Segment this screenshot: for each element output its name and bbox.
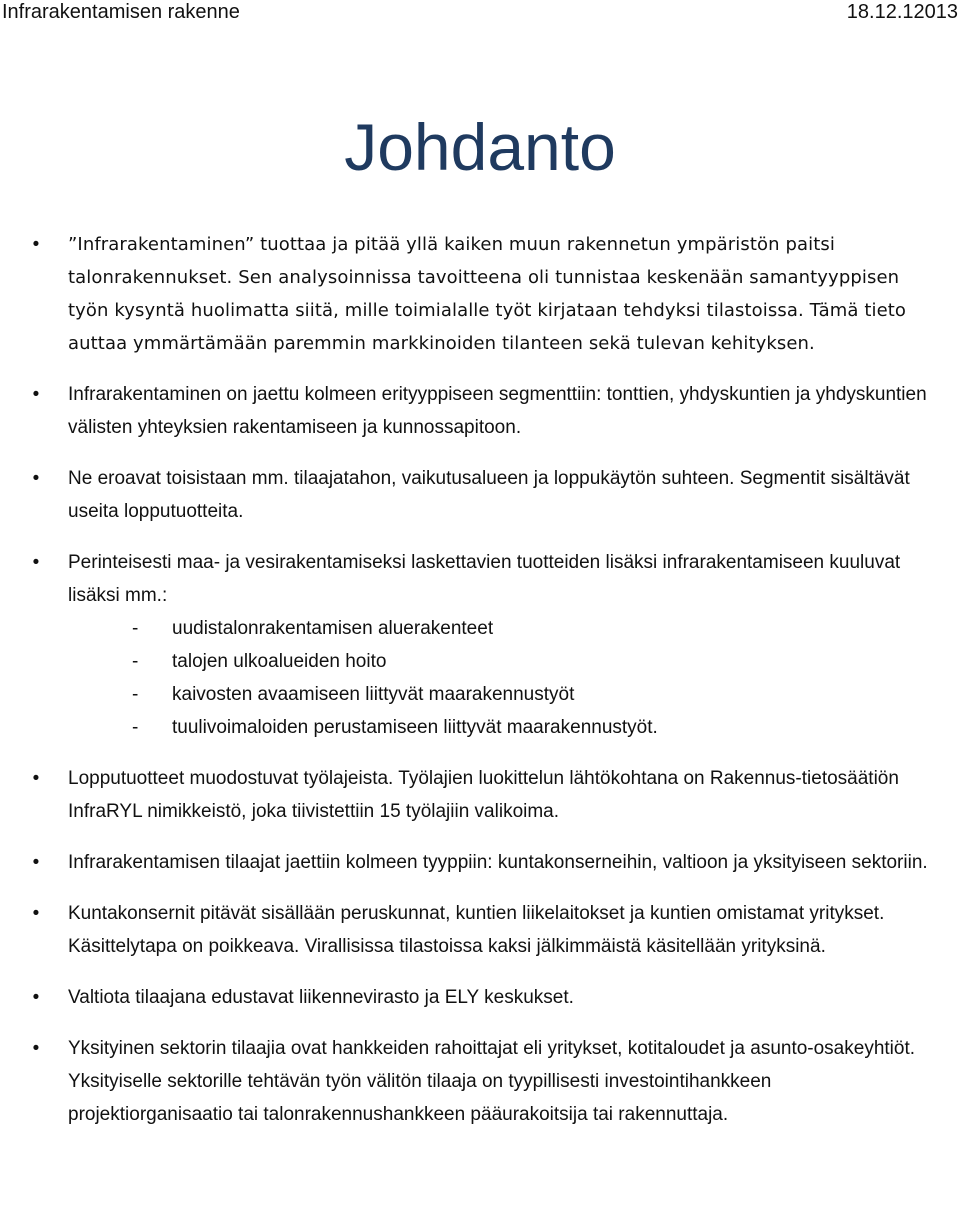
bullet-item xyxy=(28,897,928,963)
dash-item xyxy=(68,678,928,711)
dash-list xyxy=(68,612,928,744)
bullet-text: Perinteisesti maa- ja vesirakentamiseksi laskettavien tuotteiden lisäksi infrarakentamiseen kuuluvat lisäksi mm.: xyxy=(68,552,901,606)
bullet-item xyxy=(28,546,928,744)
bullet-text: Infrarakentaminen on jaettu kolmeen erityyppiseen segmenttiin: tonttien, yhdyskuntien ja yhdyskuntien välisten yhteyksien rakentamiseen ja kunnossapitoon. xyxy=(68,384,927,438)
bullet-icon: • xyxy=(32,384,40,405)
bullet-text: Valtiota tilaajana edustavat liikennevirasto ja ELY keskukset. xyxy=(68,987,574,1008)
bullet-item xyxy=(28,1032,928,1131)
bullet-text: Yksityinen sektorin tilaajia ovat hankkeiden rahoittajat eli yritykset, kotitaloudet ja asunto-osakeyhtiöt. Yksityiselle sektorille tehtävän työn välitön tilaaja on tyypillisesti investointihankkeen projektiorganisaatio tai talonrakennushankkeen pääurakoitsija tai rakennuttaja. xyxy=(68,1038,916,1125)
bullet-text: ”Infrarakentaminen” tuottaa ja pitää yllä kaiken muun rakennetun ympäristön paitsi talonrakennukset. Sen analysoinnissa tavoitteena oli tunnistaa keskenään samantyyppisen työn kysyntä huolimatta siitä, mille toimialalle työt kirjataan tehdyksi tilastoissa. Tämä tieto auttaa ymmärtämään paremmin markkinoiden tilanteen sekä tulevan kehityksen. xyxy=(68,234,907,354)
bullet-icon: • xyxy=(32,987,40,1008)
bullet-item xyxy=(28,981,928,1014)
page-header xyxy=(0,0,960,26)
dash-text: uudistalonrakentamisen aluerakenteet xyxy=(172,618,494,639)
dash-icon: - xyxy=(132,618,139,639)
bullet-icon: • xyxy=(32,234,40,255)
bullet-text: Kuntakonsernit pitävät sisällään peruskunnat, kuntien liikelaitokset ja kuntien omistamat yritykset. Käsittelytapa on poikkeava. Virallisissa tilastoissa kaksi jälkimmäistä käsitellään yrityksinä. xyxy=(68,903,885,957)
header-title: Infrarakentamisen rakenne xyxy=(2,1,240,23)
bullet-icon: • xyxy=(32,903,40,924)
bullet-icon: • xyxy=(32,468,40,489)
dash-text: kaivosten avaamiseen liittyvät maarakennustyöt xyxy=(172,684,575,705)
dash-icon: - xyxy=(132,717,139,738)
header-date: 18.12.12013 xyxy=(846,1,958,23)
bullet-item xyxy=(28,846,928,879)
dash-icon: - xyxy=(132,651,139,672)
dash-text: tuulivoimaloiden perustamiseen liittyvät maarakennustyöt. xyxy=(172,717,658,738)
bullet-icon: • xyxy=(32,768,40,789)
page-title: Johdanto xyxy=(344,110,616,184)
bullet-text: Infrarakentamisen tilaajat jaettiin kolmeen tyyppiin: kuntakonserneihin, valtioon ja yksityiseen sektoriin. xyxy=(68,852,928,873)
dash-item xyxy=(68,612,928,645)
dash-icon: - xyxy=(132,684,139,705)
bullet-item xyxy=(28,462,928,528)
bullet-item xyxy=(28,378,928,444)
bullet-text: Lopputuotteet muodostuvat työlajeista. Työlajien luokittelun lähtökohtana on Rakennus-tietosäätiön InfraRYL nimikkeistö, joka tiivistettiin 15 työlajiin valikoima. xyxy=(68,768,899,822)
dash-item xyxy=(68,645,928,678)
dash-item xyxy=(68,711,928,744)
bullet-icon: • xyxy=(32,552,40,573)
dash-text: talojen ulkoalueiden hoito xyxy=(172,651,387,672)
document-content xyxy=(28,228,928,1149)
bullet-item xyxy=(28,762,928,828)
bullet-icon: • xyxy=(32,852,40,873)
bullet-icon: • xyxy=(32,1038,40,1059)
bullet-item xyxy=(28,228,928,360)
bullet-text: Ne eroavat toisistaan mm. tilaajatahon, vaikutusalueen ja loppukäytön suhteen. Segmentit sisältävät useita lopputuotteita. xyxy=(68,468,910,522)
bullet-list xyxy=(28,228,928,1131)
